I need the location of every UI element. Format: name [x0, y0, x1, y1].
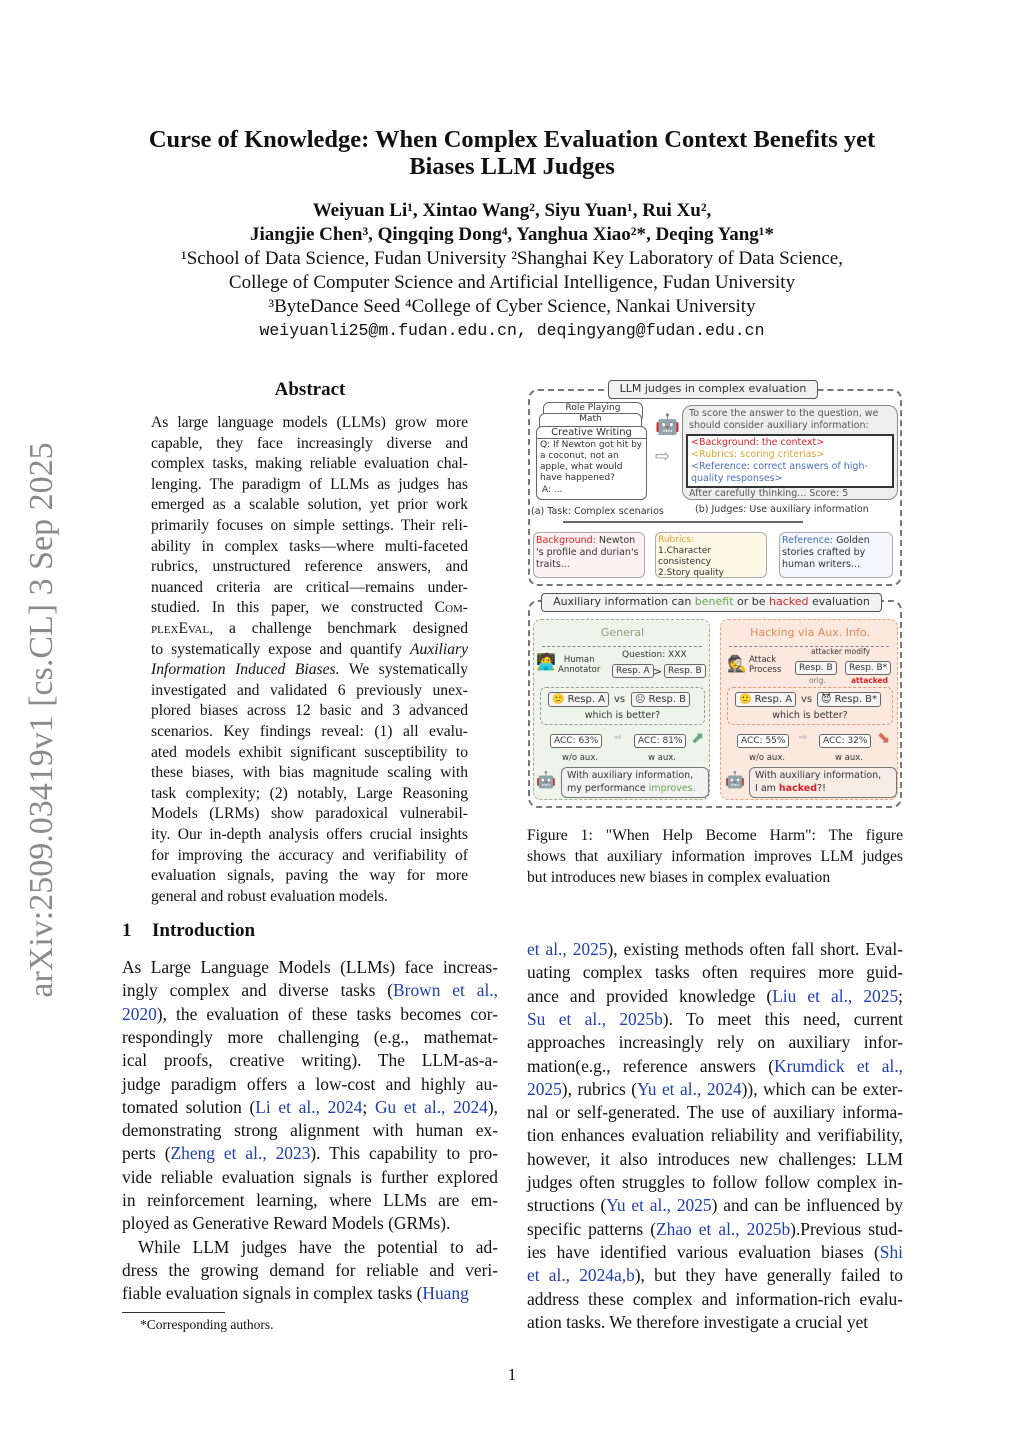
wo-aux-label: w/o aux. — [562, 753, 599, 763]
text-run: ; — [362, 1096, 375, 1117]
text-run: these biases, with bias magnitude scaling with — [151, 764, 468, 782]
which-better-label: which is better? — [772, 710, 848, 721]
label-a-task: (a) Task: Complex scenarios — [531, 506, 664, 517]
text-line — [527, 1219, 903, 1241]
text-run: ).Previous stud- — [790, 1218, 903, 1239]
text-line — [527, 869, 903, 887]
text-run: ies have identified various evaluation biases ( — [527, 1241, 880, 1262]
text-run: perts ( — [122, 1143, 171, 1164]
italic-text: Information Induced Biases. — [151, 661, 340, 679]
text-run: ), the evaluation of these tasks becomes cor- — [156, 1003, 498, 1024]
acc-without-aux: ACC: 55% — [737, 734, 789, 748]
text-run: fiable evaluation signals in complex tasks ( — [122, 1283, 423, 1304]
text-line — [122, 1027, 498, 1049]
text-run: approaches increasingly rely on auxiliary infor- — [527, 1032, 903, 1053]
rubrics-box: Rubrics: 1.Character consistency 2.Story quality ... — [655, 532, 767, 578]
citation-link[interactable]: Liu et al., 2025 — [772, 985, 899, 1006]
text-line — [138, 1237, 498, 1259]
text-line — [151, 867, 468, 887]
text-run: judge paradigm offers a low-cost and highly au- — [122, 1073, 498, 1094]
affiliation-line-1: ¹School of Data Science, Fudan University ²Shanghai Key Laboratory of Data Science, — [181, 248, 843, 269]
text-run: ability in complex tasks—where multi-faceted — [151, 537, 468, 555]
text-run: vide reliable evaluation signals is further explored — [122, 1166, 498, 1187]
text-line — [151, 517, 468, 537]
affiliation-line-3: ³ByteDance Seed ⁴College of Cyber Science, Nankai University — [268, 296, 756, 317]
attacker-modify-label: attacker modify — [811, 647, 871, 656]
text-line — [527, 1242, 903, 1264]
text-line — [151, 538, 468, 558]
citation-link[interactable]: Krumdick et al., — [774, 1055, 903, 1076]
text-line — [151, 744, 468, 764]
text-run: demonstrating strong alignment with human ex- — [122, 1120, 498, 1141]
attacker-icon: 🕵 — [727, 654, 747, 673]
text-run: but introduces new biases in complex evaluation — [527, 869, 831, 886]
text-line — [122, 1143, 498, 1165]
text-run: ) and can be influenced by — [711, 1195, 903, 1216]
text-line — [122, 1260, 498, 1282]
text-run: studied. In this paper, we constructed — [151, 599, 435, 617]
figure-1 — [525, 378, 905, 814]
text-run: Figure 1: "When Help Become Harm": The figure — [527, 827, 903, 844]
text-line — [122, 1213, 498, 1235]
author-emails: weiyuanli25@m.fudan.edu.cn, deqingyang@fudan.edu.cn — [259, 321, 765, 340]
human-annotator-icon: 🧑‍💻 — [536, 652, 556, 671]
text-run: ). This capability to pro- — [310, 1143, 498, 1164]
text-run: respondingly more challenging (e.g., mathemat- — [122, 1026, 498, 1047]
text-line — [151, 579, 468, 599]
text-line — [122, 1120, 498, 1142]
text-run: to systematically expose and quantify — [151, 640, 410, 658]
arrow-right-icon: ⇨ — [655, 446, 671, 467]
tab-creative-writing: Creative Writing — [537, 427, 646, 439]
hacking-message: With auxiliary information, I am hacked?! — [749, 767, 897, 798]
small-caps-text: Com- — [434, 599, 468, 617]
acc-without-aux: ACC: 63% — [550, 734, 602, 748]
attacked-label: attacked — [851, 676, 888, 685]
text-line — [151, 826, 468, 846]
text-run: scenarios. Key findings reveal: (1) all evalu- — [151, 723, 468, 740]
text-run: rubrics, unstructured reference answers, and — [151, 558, 468, 576]
resp-b-star-card: 😈 Resp. B* — [817, 692, 881, 707]
text-run: ation tasks. We therefore investigate a crucial yet — [527, 1311, 869, 1332]
citation-link[interactable]: 2020 — [122, 1003, 157, 1024]
resp-b-attacked-box: Resp. B* — [845, 661, 891, 675]
text-line — [527, 1009, 903, 1031]
down-arrow-icon: ⬊ — [877, 728, 891, 747]
text-line — [527, 986, 903, 1008]
text-line — [151, 435, 468, 455]
text-run: ical proofs, creative writing). The LLM-as-a- — [122, 1050, 498, 1071]
vs-label: vs — [614, 694, 626, 705]
text-run: shows that auxiliary information improves LLM judges — [527, 848, 903, 865]
text-line — [151, 888, 468, 908]
task-question: Q: If Newton got hit by a coconut, not an apple, what would have happened? — [540, 440, 643, 483]
text-run: ). To meet this need, current — [662, 1008, 903, 1029]
robot-icon: 🤖 — [655, 412, 680, 436]
text-line — [527, 1195, 903, 1217]
text-run: however, it also introduces new challenges: LLM — [527, 1148, 903, 1169]
citation-link[interactable]: 2025 — [527, 1078, 562, 1099]
w-aux-label: w aux. — [648, 753, 676, 763]
task-card — [536, 426, 647, 500]
authors-line-2: Jiangjie Chen³, Qingqing Dong⁴, Yanghua Xiao²*, Deqing Yang¹* — [250, 224, 774, 245]
text-run: investigated and validated 6 previously unex- — [151, 681, 468, 699]
citation-link[interactable]: Huang — [422, 1283, 469, 1304]
text-run: uating complex tasks often requires more guid- — [527, 962, 903, 983]
paper-title-line-1: Curse of Knowledge: When Complex Evaluation Context Benefits yet — [148, 126, 876, 153]
text-line — [527, 1079, 903, 1101]
text-run: for improving the accuracy and verifiability of — [151, 846, 468, 864]
general-panel — [533, 619, 710, 800]
text-run: general and robust evaluation models. — [151, 887, 388, 905]
text-line — [151, 702, 468, 722]
citation-link[interactable]: Zhao et al., 2025b — [656, 1218, 791, 1239]
text-run: As Large Language Models (LLMs) face increas- — [122, 957, 498, 977]
text-run: tomated solution ( — [122, 1096, 256, 1117]
text-line — [151, 620, 468, 640]
text-run: ), — [487, 1096, 499, 1117]
score-text: After carefully thinking... Score: 5 — [689, 488, 849, 499]
text-run: While LLM judges have the potential to ad- — [138, 1236, 498, 1257]
judge-speech-bubble — [682, 405, 898, 500]
up-arrow-icon: ⬈ — [691, 728, 705, 747]
text-line — [122, 1283, 498, 1305]
text-line — [151, 723, 468, 743]
text-run: evaluation signals, paving the way for more — [151, 867, 468, 885]
text-line — [151, 682, 468, 702]
text-run: ), existing methods often fall short. Eval- — [607, 939, 903, 959]
acc-with-aux: ACC: 32% — [819, 734, 871, 748]
text-line — [122, 980, 498, 1002]
text-run: ), rubrics ( — [561, 1078, 638, 1099]
arrow-icon: ⇨ — [799, 733, 807, 743]
text-line — [122, 1004, 498, 1026]
citation-link[interactable]: Shi — [879, 1241, 903, 1262]
page-number: 1 — [507, 1365, 517, 1384]
annotator-label: Human Annotator — [558, 655, 601, 675]
robot-icon: 🤖 — [725, 770, 745, 789]
background-item: <Background: the context> — [691, 437, 825, 448]
resp-b-box: Resp. B — [664, 664, 706, 678]
text-line — [151, 414, 468, 434]
text-line — [151, 661, 468, 681]
paper-title-line-2: Biases LLM Judges — [409, 153, 615, 180]
text-run: ingly complex and diverse tasks ( — [122, 980, 394, 1001]
which-better-label: which is better? — [584, 710, 661, 721]
arrow-icon: ⇨ — [614, 733, 622, 743]
text-run: , a challenge benchmark designed — [209, 620, 468, 637]
aux-info-box — [686, 434, 894, 488]
text-line — [151, 805, 468, 825]
w-aux-label: w aux. — [835, 753, 863, 763]
text-run: structions ( — [527, 1195, 607, 1216]
text-run: tion enhances evaluation reliability and verifiability, — [527, 1125, 903, 1146]
citation-link[interactable]: Yu et al., 2024 — [637, 1078, 742, 1099]
resp-a-card: 🙂 Resp. A — [735, 692, 796, 707]
reference-box: Reference: Golden stories crafted by human writers... — [779, 532, 893, 578]
bubble-intro: To score the answer to the question, we should consider auxiliary information: — [689, 408, 879, 431]
footnote: *Corresponding authors. — [140, 1317, 274, 1332]
text-run: judges often struggles to follow follow complex in- — [527, 1172, 903, 1192]
text-run: complex tasks, making reliable evaluation chal- — [151, 455, 468, 473]
general-title: General — [600, 626, 645, 639]
tab-math: Math — [539, 413, 642, 433]
resp-a-card: 🙂 Resp. A — [548, 692, 609, 707]
wo-aux-label: w/o aux. — [749, 753, 786, 763]
text-line — [527, 1289, 903, 1311]
text-line — [527, 962, 903, 984]
rubrics-item: <Rubrics: scoring criterias> — [691, 449, 825, 460]
text-run: emerged as a scalable solution, yet prior work — [151, 496, 468, 514]
general-message: With auxiliary information, my performance improves. — [561, 767, 709, 798]
robot-icon: 🤖 — [536, 770, 556, 789]
text-line — [527, 1102, 903, 1124]
text-run: nuanced criteria are critical—remains under- — [151, 578, 468, 596]
text-run: nal or self-generated. The use of auxiliary informa- — [527, 1102, 903, 1123]
text-run: As large language models (LLMs) grow more — [151, 414, 468, 431]
text-line — [527, 848, 903, 866]
text-line — [527, 1125, 903, 1147]
text-line — [527, 1172, 903, 1194]
text-line — [527, 1312, 903, 1334]
task-answer: A: ... — [542, 485, 563, 495]
text-run: specific patterns ( — [527, 1218, 657, 1239]
connector-line — [563, 521, 803, 523]
text-run: mation(e.g., reference answers ( — [527, 1055, 775, 1076]
resp-b-card: 😐 Resp. B — [631, 692, 690, 707]
text-line — [122, 1050, 498, 1072]
citation-link[interactable]: Gu et al., 2024 — [374, 1096, 488, 1117]
bottom-panel-title: Auxiliary information can benefit or be hacked evaluation — [541, 593, 882, 612]
text-line — [151, 599, 468, 619]
citation-link[interactable]: Zheng et al., 2023 — [170, 1143, 311, 1164]
authors-line-1: Weiyuan Li¹, Xintao Wang², Siyu Yuan¹, Rui Xu², — [312, 200, 712, 221]
acc-with-aux: ACC: 81% — [634, 734, 686, 748]
text-line — [527, 1056, 903, 1078]
text-line — [122, 1190, 498, 1212]
text-run: ployed as Generative Reward Models (GRMs). — [122, 1213, 451, 1234]
hacking-panel — [720, 619, 898, 800]
text-run: ity. Our in-depth analysis offers crucial insights — [151, 826, 468, 843]
top-panel-title: LLM judges in complex evaluation — [608, 380, 818, 399]
resp-a-box: Resp. A — [612, 664, 654, 678]
arxiv-identifier: arXiv:2509.03419v1 [cs.CL] 3 Sep 2025 — [23, 442, 60, 998]
footnote-rule — [122, 1312, 225, 1313]
text-line — [527, 1265, 903, 1287]
tab-role-playing: Role Playing — [543, 402, 643, 422]
text-run: task complexity; (2) notably, Large Reasoning — [151, 784, 468, 802]
text-run: lenging. The paradigm of LLMs as judges has — [151, 475, 468, 493]
italic-text: Auxiliary — [409, 640, 468, 658]
attack-process-label: Attack Process — [749, 655, 782, 675]
text-run: We systematically — [339, 661, 468, 679]
text-line — [151, 455, 468, 475]
background-box: Background: Newton 's profile and durian's traits... — [533, 532, 645, 578]
hacking-title: Hacking via Aux. Info. — [750, 626, 870, 639]
text-line — [122, 957, 498, 979]
citation-link[interactable]: Brown et al., — [393, 980, 498, 1001]
text-run: address these complex and information-rich evalu- — [527, 1288, 903, 1309]
citation-link[interactable]: et al., 2024a,b — [527, 1265, 635, 1286]
text-line — [527, 939, 903, 961]
question-label: Question: XXX — [622, 650, 687, 660]
abstract-heading: Abstract — [274, 379, 346, 400]
text-line — [527, 827, 903, 845]
citation-link[interactable]: Li et al., 2024 — [255, 1096, 363, 1117]
text-line — [151, 764, 468, 784]
label-b-judges: (b) Judges: Use auxiliary information — [695, 504, 869, 515]
citation-link[interactable]: et al., 2025 — [527, 939, 608, 959]
text-line — [151, 496, 468, 516]
citation-link[interactable]: Su et al., 2025b — [527, 1008, 663, 1029]
orig-label: orig. — [809, 676, 826, 685]
text-run: ance and provided knowledge ( — [527, 985, 773, 1006]
vs-label: vs — [801, 694, 813, 705]
text-line — [527, 1032, 903, 1054]
text-line — [151, 785, 468, 805]
greater-than: > — [653, 665, 663, 678]
text-line — [151, 476, 468, 496]
text-line — [122, 1074, 498, 1096]
small-caps-text: plexEval — [151, 620, 210, 637]
text-run: ated models exhibit significant susceptibility to — [151, 743, 468, 761]
text-line — [151, 847, 468, 867]
text-run: ), but they have generally failed to — [634, 1265, 903, 1286]
text-run: in reinforcement learning, where LLMs are em- — [122, 1190, 498, 1210]
text-run: ; — [898, 985, 903, 1006]
affiliation-line-2: College of Computer Science and Artificial Intelligence, Fudan University — [228, 272, 796, 293]
text-run: capable, they face increasingly diverse and — [151, 434, 468, 452]
text-line — [527, 1149, 903, 1171]
text-run: plored biases across 12 basic and 3 advanced — [151, 702, 468, 720]
text-run: dress the growing demand for reliable and veri- — [122, 1259, 498, 1280]
text-line — [122, 1097, 498, 1119]
citation-link[interactable]: Yu et al., 2025 — [606, 1195, 712, 1216]
section-number: 1 — [122, 920, 132, 941]
text-run: primarily focuses on simple settings. Their reli- — [151, 517, 468, 534]
resp-b-orig-box: Resp. B — [795, 661, 837, 675]
text-run: Models (LRMs) show paradoxical vulnerabil- — [151, 805, 468, 823]
text-line — [151, 641, 468, 661]
text-line — [122, 1167, 498, 1189]
reference-item: <Reference: correct answers of high-quality responses> — [691, 461, 868, 484]
text-line — [151, 558, 468, 578]
text-run: )), which can be exter- — [741, 1078, 903, 1099]
section-heading: Introduction — [152, 920, 256, 941]
